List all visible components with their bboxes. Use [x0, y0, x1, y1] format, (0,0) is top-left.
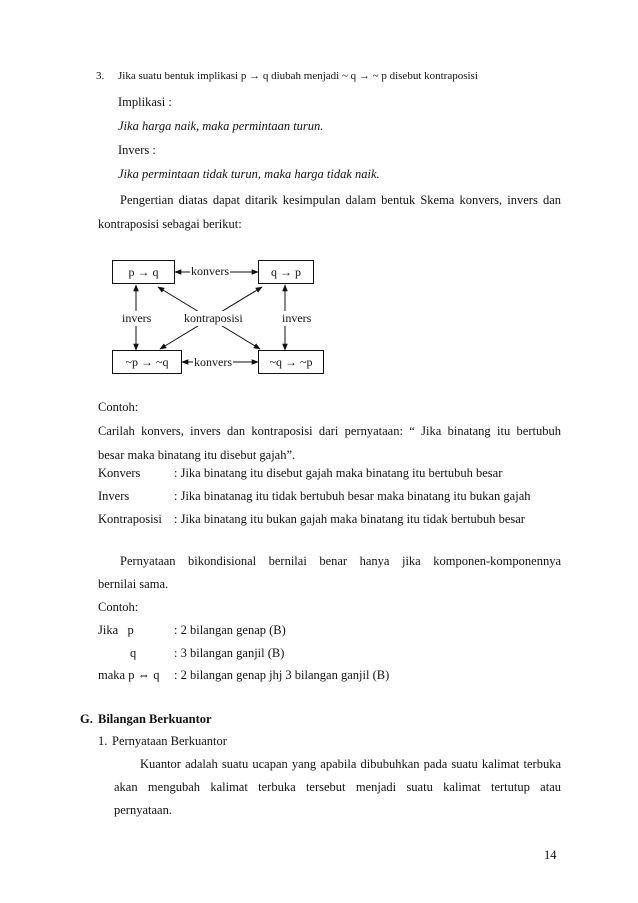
box-notp-implies-notq: ~p → ~q	[112, 350, 182, 374]
konvers-definition: : Jika binatang itu disebut gajah maka binatang itu bertubuh besar	[174, 466, 503, 480]
contoh1-line-2: besar maka binatang itu disebut gajah”.	[98, 448, 296, 462]
contoh2-p-term: Jika p	[98, 623, 134, 637]
section-g-title: Bilangan Berkuantor	[98, 712, 212, 726]
box-notq-implies-notp: ~q → ~p	[258, 350, 324, 374]
label-konvers-top: konvers	[191, 264, 229, 278]
kontraposisi-term: Kontraposisi	[98, 512, 162, 526]
invers-label: Invers :	[118, 143, 156, 157]
section-g-letter: G.	[80, 712, 93, 726]
contoh2-biconditional-term: maka p ⇔ q	[98, 668, 160, 682]
konvers-term: Konvers	[98, 466, 141, 480]
invers-definition: : Jika binatanag itu tidak bertubuh besar maka binatang itu bukan gajah	[174, 489, 531, 503]
contoh1-heading: Contoh:	[98, 400, 139, 414]
contoh2-p-definition: : 2 bilangan genap (B)	[174, 623, 286, 637]
item3-text: Jika suatu bentuk implikasi p → q diubah menjadi ~ q → ~ p disebut kontraposisi	[118, 70, 478, 82]
kuantor-para-line-3: pernyataan.	[114, 803, 172, 817]
intro-line-1: Pengertian diatas dapat ditarik kesimpulan dalam bentuk Skema konvers, invers dan	[120, 193, 561, 207]
implikasi-label: Implikasi :	[118, 95, 172, 109]
box-q-implies-p: q → p	[258, 260, 314, 284]
intro-line-2: kontraposisi sebagai berikut:	[98, 217, 242, 231]
contoh1-line-1: Carilah konvers, invers dan kontraposisi dari pernyataan: “ Jika binatang itu bertubuh	[98, 424, 561, 438]
bikondisional-line-1: Pernyataan bikondisional bernilai benar hanya jika komponen-komponennya	[120, 554, 561, 568]
kuantor-para-line-1: Kuantor adalah suatu ucapan yang apabila dibubuhkan pada suatu kalimat terbuka	[140, 757, 561, 771]
invers-example: Jika permintaan tidak turun, maka harga tidak naik.	[118, 167, 380, 181]
item3-number: 3.	[96, 70, 105, 82]
label-kontraposisi: kontraposisi	[184, 311, 243, 325]
invers-term: Invers	[98, 489, 130, 503]
subsection-title: Pernyataan Berkuantor	[112, 734, 227, 748]
contoh2-q-definition: : 3 bilangan ganjil (B)	[174, 646, 285, 660]
kontraposisi-definition: : Jika binatang itu bukan gajah maka binatang itu tidak bertubuh besar	[174, 512, 525, 526]
label-konvers-bottom: konvers	[194, 355, 232, 369]
contoh2-heading: Contoh:	[98, 600, 139, 614]
label-invers-right: invers	[282, 311, 312, 325]
box-p-implies-q: p → q	[112, 260, 175, 284]
contoh2-q-term: q	[130, 646, 137, 660]
page-number: 14	[544, 848, 557, 862]
contoh2-biconditional-definition: : 2 bilangan genap jhj 3 bilangan ganjil (B)	[174, 668, 390, 682]
bikondisional-line-2: bernilai sama.	[98, 577, 169, 591]
kuantor-para-line-2: akan mengubah kalimat terbuka tersebut menjadi suatu kalimat tertutup atau	[114, 780, 561, 794]
subsection-number: 1.	[98, 734, 108, 748]
implikasi-example: Jika harga naik, maka permintaan turun.	[118, 119, 324, 133]
label-invers-left: invers	[122, 311, 152, 325]
